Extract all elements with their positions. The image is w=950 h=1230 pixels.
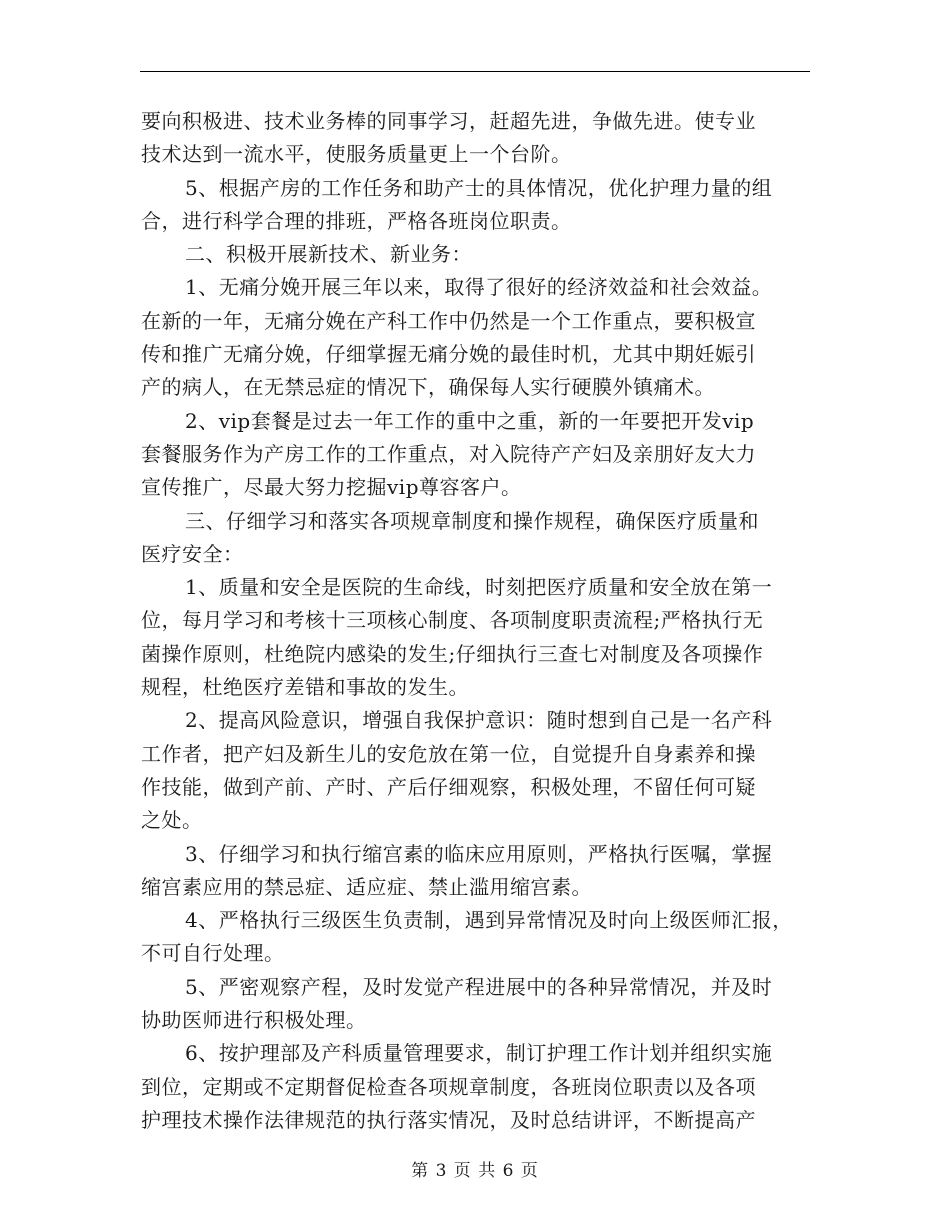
- document-line: 护理技术操作法律规范的执行落实情况，及时总结讲评，不断提高产: [141, 1107, 756, 1132]
- document-line: 在新的一年，无痛分娩在产科工作中仍然是一个工作重点，要积极宣: [141, 308, 756, 333]
- document-line: 三、仔细学习和落实各项规章制度和操作规程，确保医疗质量和: [185, 508, 759, 533]
- header-rule: [140, 71, 810, 72]
- document-line: 菌操作原则，杜绝院内感染的发生;仔细执行三查七对制度及各项操作: [141, 641, 764, 666]
- document-line: 协助医师进行积极处理。: [141, 1008, 367, 1033]
- document-body: [141, 105, 813, 1137]
- document-line: 规程，杜绝医疗差错和事故的发生。: [141, 675, 469, 700]
- document-line: 工作者，把产妇及新生儿的安危放在第一位，自觉提升自身素养和操: [141, 741, 756, 766]
- document-line: 技术达到一流水平，使服务质量更上一个台阶。: [141, 142, 572, 167]
- document-line: 缩宫素应用的禁忌症、适应症、禁止滥用缩宫素。: [141, 874, 592, 899]
- page-number: 第 3 页 共 6 页: [411, 1161, 539, 1181]
- document-line: 传和推广无痛分娩，仔细掌握无痛分娩的最佳时机，尤其中期妊娠引: [141, 342, 756, 367]
- document-line: 合，进行科学合理的排班，严格各班岗位职责。: [141, 208, 572, 233]
- document-line: 5、根据产房的工作任务和助产士的具体情况，优化护理力量的组: [185, 175, 773, 200]
- document-line: 二、积极开展新技术、新业务：: [185, 242, 472, 267]
- document-line: 医疗安全：: [141, 541, 244, 566]
- document-line: 2、提高风险意识，增强自我保护意识：随时想到自己是一名产科: [185, 708, 773, 733]
- document-line: 3、仔细学习和执行缩宫素的临床应用原则，严格执行医嘱，掌握: [185, 841, 773, 866]
- document-line: 1、质量和安全是医院的生命线，时刻把医疗质量和安全放在第一: [185, 575, 773, 600]
- document-line: 2、vip套餐是过去一年工作的重中之重，新的一年要把开发vip: [185, 408, 755, 433]
- document-line: 5、严密观察产程，及时发觉产程进展中的各种异常情况，并及时: [185, 974, 773, 999]
- document-line: 位，每月学习和考核十三项核心制度、各项制度职责流程;严格执行无: [141, 608, 764, 633]
- document-line: 到位，定期或不定期督促检查各项规章制度，各班岗位职责以及各项: [141, 1074, 756, 1099]
- document-line: 4、严格执行三级医生负责制，遇到异常情况及时向上级医师汇报，: [185, 908, 793, 933]
- document-line: 宣传推广，尽最大努力挖掘vip尊容客户。: [141, 475, 522, 500]
- document-line: 1、无痛分娩开展三年以来，取得了很好的经济效益和社会效益。: [185, 275, 773, 300]
- document-line: 6、按护理部及产科质量管理要求，制订护理工作计划并组织实施: [185, 1041, 773, 1066]
- document-line: 作技能，做到产前、产时、产后仔细观察，积极处理，不留任何可疑: [141, 774, 756, 799]
- document-line: 套餐服务作为产房工作的工作重点，对入院待产产妇及亲朋好友大力: [141, 441, 756, 466]
- document-line: 要向积极进、技术业务棒的同事学习，赶超先进，争做先进。使专业: [141, 109, 756, 133]
- document-line: 不可自行处理。: [141, 941, 285, 966]
- document-line: 产的病人，在无禁忌症的情况下，确保每人实行硬膜外镇痛术。: [141, 375, 715, 400]
- document-line: 之处。: [141, 808, 203, 833]
